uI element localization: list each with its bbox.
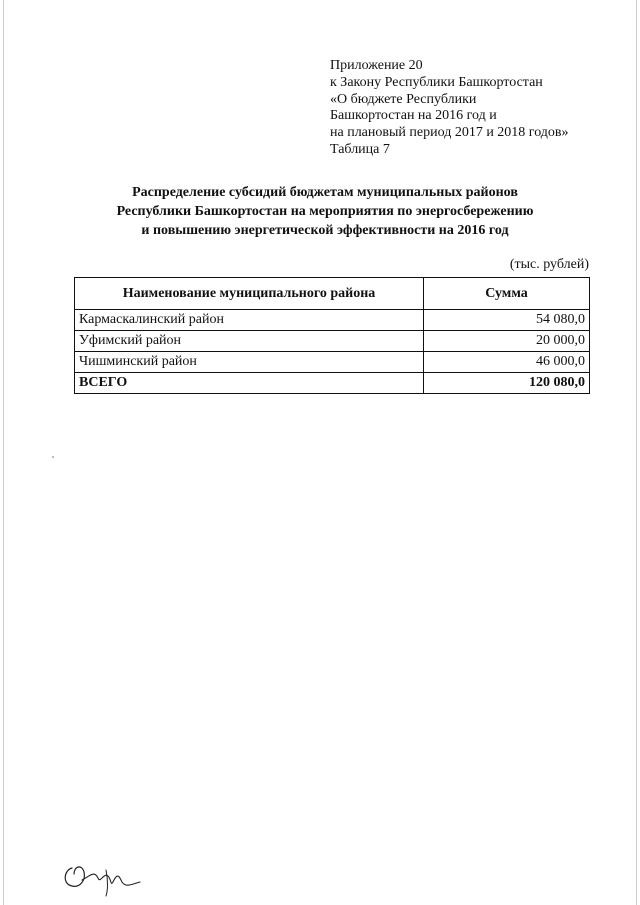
amount-cell: 54 080,0 [424, 310, 590, 331]
page-edge-left [3, 0, 4, 905]
table-number: Таблица 7 [330, 141, 390, 157]
subsidy-table [74, 277, 590, 394]
total-row [75, 373, 590, 394]
appendix-header [330, 58, 630, 159]
district-name-cell: Уфимский район [75, 331, 424, 352]
table-row [75, 310, 590, 331]
appendix-line: Приложение 20 [330, 58, 423, 73]
scan-speck [52, 456, 54, 458]
district-name-cell: Чишминский район [75, 352, 424, 373]
title-line: Республики Башкортостан на мероприятия по энергосбережению [116, 204, 534, 219]
title-line: Распределение субсидий бюджетам муниципальных районов [132, 185, 518, 200]
header-district-name: Наименование муниципального района [75, 278, 424, 310]
district-name-cell: Кармаскалинский район [75, 310, 424, 331]
title-line: и повышению энергетической эффективности на 2016 год [141, 223, 509, 238]
amount-cell: 20 000,0 [424, 331, 590, 352]
appendix-line: на плановый период 2017 и 2018 годов» [330, 125, 569, 141]
handwritten-signature [60, 858, 150, 898]
total-amount-cell: 120 080,0 [424, 373, 590, 394]
appendix-line: Башкортостан на 2016 год и [330, 108, 497, 124]
amount-cell: 46 000,0 [424, 352, 590, 373]
appendix-line: к Закону Республики Башкортостан [330, 74, 543, 90]
appendix-line: «О бюджете Республики [330, 91, 477, 107]
page-edge-right [636, 0, 637, 905]
unit-label: (тыс. рублей) [509, 257, 589, 272]
table-header-row [75, 278, 590, 310]
table-row [75, 331, 590, 352]
table-row [75, 352, 590, 373]
header-amount: Сумма [424, 278, 590, 310]
document-title [60, 183, 590, 240]
total-label-cell: ВСЕГО [75, 373, 424, 394]
